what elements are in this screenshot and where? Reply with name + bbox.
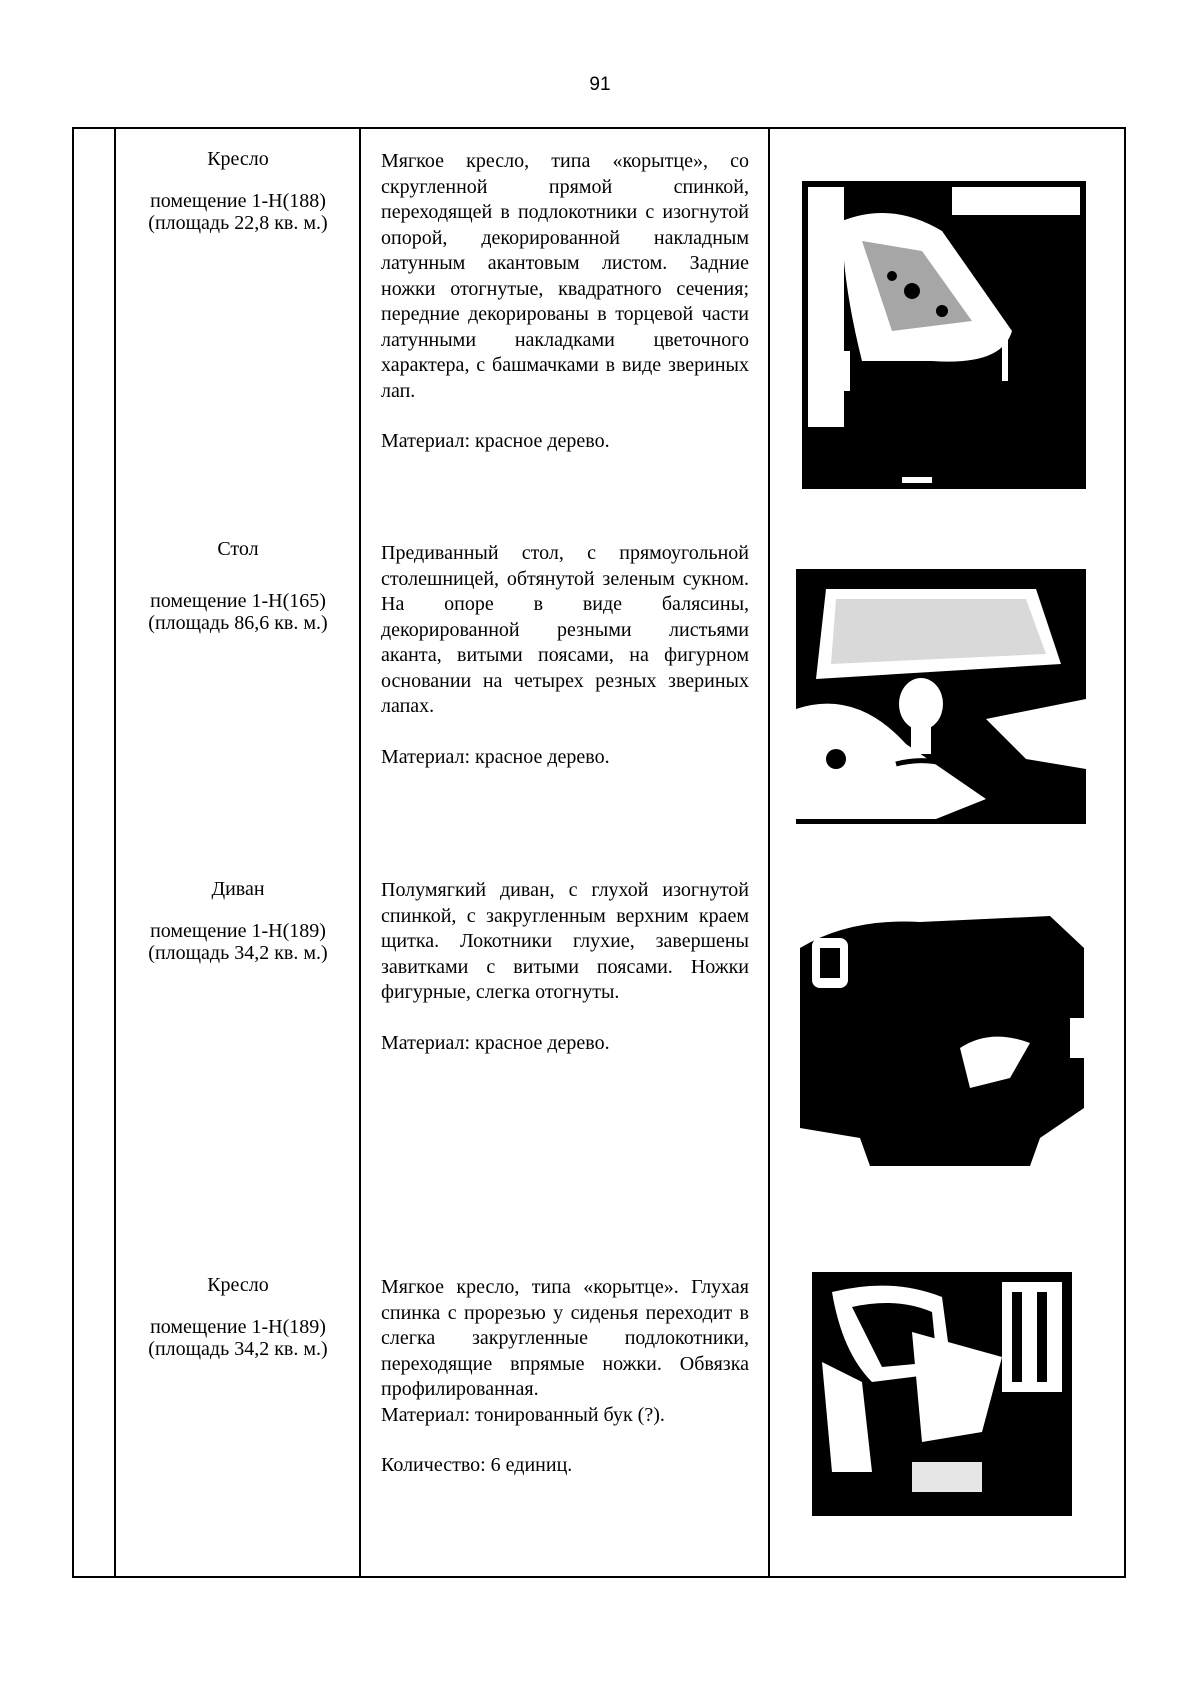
column-divider [114, 127, 116, 1578]
item-title: Стол [217, 538, 259, 560]
table-photo [796, 569, 1086, 824]
item-room: помещение 1-Н(189) [150, 920, 326, 942]
item-name-cell [118, 538, 358, 634]
item-description: Полумягкий диван, с глухой изогнутой спинкой, с закругленным верхним краем щитка. Локотники глухие, завершены завитками с витыми поясами. Ножки фигурные, слегка отогнуты. [381, 879, 749, 1003]
item-description: Предиванный стол, с прямоугольной столешницей, обтянутой зеленым сукном. На опоре в виде балясины, декорированной резными листьями аканта, витыми поясами, на фигурном основании на четырех резных звериных лапах. [381, 542, 749, 717]
item-description-cell [381, 541, 749, 770]
item-name-cell [118, 148, 358, 234]
page-number: 91 [589, 74, 611, 95]
item-title: Кресло [207, 148, 269, 170]
item-description: Мягкое кресло, типа «корытце», со скругленной прямой спинкой, переходящей в подлокотники с изогнутой опорой, декорированной накладным латунным акантовым листом. Задние ножки отогнутые, квадратного сечения; передние декорированы в торцевой части латунными накладками цветочного характера, с башмачками в виде звериных лап. [381, 150, 749, 402]
column-divider [359, 127, 361, 1578]
item-room: помещение 1-Н(165) [150, 590, 326, 612]
item-description-cell [381, 878, 749, 1056]
item-name-cell [118, 1274, 358, 1360]
item-quantity: Количество: 6 единиц. [381, 1454, 573, 1476]
armchair-photo [802, 181, 1086, 489]
item-title: Диван [211, 878, 265, 900]
item-title: Кресло [207, 1274, 269, 1296]
item-area: (площадь 22,8 кв. м.) [148, 212, 328, 234]
item-area: (площадь 34,2 кв. м.) [148, 942, 328, 964]
item-material: Материал: красное дерево. [381, 1031, 610, 1054]
item-area: (площадь 34,2 кв. м.) [148, 1338, 328, 1360]
column-divider [768, 127, 770, 1578]
item-material: Материал: красное дерево. [381, 430, 610, 452]
item-area: (площадь 86,6 кв. м.) [148, 612, 328, 634]
item-description-cell [381, 1275, 749, 1479]
armchair-photo [812, 1272, 1072, 1516]
item-material: Материал: тонированный бук (?). [381, 1403, 665, 1426]
item-name-cell [118, 878, 358, 964]
item-description-cell [381, 149, 749, 455]
item-room: помещение 1-Н(189) [150, 1316, 326, 1338]
item-room: помещение 1-Н(188) [150, 190, 326, 212]
item-material: Материал: красное дерево. [381, 745, 610, 768]
sofa-photo [800, 908, 1084, 1166]
item-description: Мягкое кресло, типа «корытце». Глухая спинка с прорезью у сиденья переходит в слегка закругленные подлокотники, переходящие впрямые ножки. Обвязка профилированная. [381, 1276, 749, 1400]
